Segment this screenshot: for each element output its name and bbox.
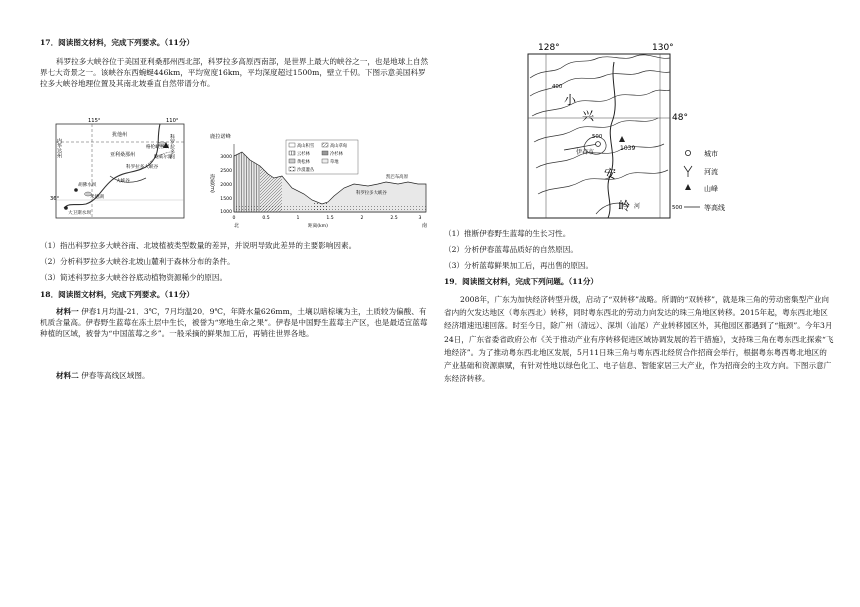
q18-question-3: （3）分析蓝莓鲜果加工后，再出售的原因。: [444, 261, 594, 270]
map-label-utah: 犹他州: [112, 132, 128, 138]
yichun-contour-map: [524, 38, 764, 222]
material-2-text: 伊春等高线区域图。: [81, 371, 150, 380]
q17-question-2: （2）分析科罗拉多大峡谷北坡山麓利于森林分布的条件。: [40, 257, 235, 266]
x-tick-2-5: 2.5: [390, 216, 398, 221]
map-label-colorado-river: 科罗拉多河: [169, 134, 175, 159]
legend-pine: 黄松林: [297, 160, 310, 165]
legend-peak: 山峰: [704, 185, 718, 193]
map2-char-xing: 兴: [582, 109, 595, 123]
map-label-grand-canyon: 科罗拉多大峡谷: [126, 165, 159, 170]
map2-city-label: 伊春市: [576, 149, 595, 156]
map-label-glen-dam: 格伦峡谷坝: [146, 145, 169, 150]
y-tick-2500: 2500: [220, 169, 232, 174]
x-tick-2: 2: [360, 216, 364, 221]
y-tick-1500: 1500: [220, 197, 232, 202]
map-label-lake-powell: 鲍威尔湖: [154, 155, 173, 160]
map-label-hoover-dam: 胡佛水坝: [78, 183, 97, 188]
q17-title: 17．阅读图文材料，完成下列要求。（11分）: [40, 38, 195, 47]
profile-xlabel: 距离(km): [308, 224, 328, 229]
map2-lon-right: 130°: [652, 43, 674, 53]
profile-south: 南: [422, 223, 428, 229]
y-tick-3000: 3000: [220, 155, 232, 160]
material-2-label: 材料二: [56, 371, 79, 380]
y-tick-2000: 2000: [220, 183, 232, 188]
material-1-label: 材料一: [56, 307, 79, 316]
x-tick-3: 3: [418, 216, 422, 221]
profile-north: 北: [234, 223, 240, 229]
map2-lat: 48°: [672, 113, 688, 123]
x-tick-0-5: 0.5: [262, 216, 270, 221]
map2-contour-400: 400: [552, 84, 563, 90]
legend-river: 河流: [704, 168, 718, 176]
map-lat: 36°: [50, 196, 60, 202]
q17-paragraph: 科罗拉多大峡谷位于美国亚利桑那州西北部，科罗拉多高原西南部，是世界上最大的峡谷之一，也是地球上自然界七大奇景之一。该峡谷东西蜿蜒446km，平均宽度16km，平均深度超过1500m，壁立千仞。下图示意美国科罗拉多大峡谷地理位置及其南北坡垂直自然带谱分布。: [40, 57, 429, 88]
material-1-text: 伊春1月均温-21．3℃，7月均温20．9℃，年降水量626mm，土壤以暗棕壤为主，土质较为偏酸、有机质含量高。伊春野生蓝莓在冻土层中生长，被誉为“寒地生命之果”。伊春是中国野生蓝莓主产区，也是最适宜蓝莓种植的区域，被誉为“中国蓝莓之乡”。一般采摘的鲜果加工后，再销往世界各地。: [40, 307, 428, 338]
q17-question-1: （1）指出科罗拉多大峡谷南、北坡植被类型数量的差异，并说明导致此差异的主要影响因素。: [40, 241, 357, 250]
map2-char-xiao: 小: [564, 93, 577, 107]
map-label-canyon: 大峡谷: [116, 179, 130, 184]
legend-grass: 草地: [330, 160, 339, 165]
profile-point-label: 凯巴布高原: [386, 175, 408, 180]
legend-city: 城市: [704, 150, 718, 158]
q18-material-2: [40, 370, 150, 381]
map2-lon-left: 128°: [538, 43, 560, 53]
q17-question-3: （3）简述科罗拉多大峡谷谷底动植物资源稀少的原因。: [40, 273, 228, 282]
canyon-location-map: [50, 118, 190, 222]
map-label-nevada: 内华达州: [56, 138, 62, 158]
x-tick-0: 0: [232, 216, 236, 221]
legend-contour-value: 500: [672, 205, 683, 211]
q18-title: 18．阅读图文材料，完成下列要求。（11分）: [40, 290, 195, 299]
y-tick-1000: 1000: [220, 210, 232, 215]
map2-river-label: 河: [634, 203, 641, 210]
vegetation-profile-chart: [208, 130, 434, 230]
map2-char-an: 安: [604, 167, 617, 181]
legend-contour: 等高线: [704, 204, 725, 212]
q18-material-1: [40, 306, 430, 339]
map-label-davis-dam: 大卫斯水坝: [68, 211, 91, 216]
map-lon-right: 110°: [166, 118, 179, 124]
legend-spruce: 云杉林: [297, 152, 310, 157]
map2-contour-500: 500: [592, 134, 603, 140]
x-tick-1-5: 1.5: [326, 216, 334, 221]
profile-peak-label: 鹿拉诺峰: [210, 134, 231, 140]
map-label-lake-mead: 米德湖: [90, 195, 104, 200]
q18-question-1: （1）推断伊春野生蓝莓的生长习性。: [444, 229, 571, 238]
legend-desert-shrub: 沙漠灌丛: [297, 168, 315, 173]
profile-altitude-label: 海拔(m): [209, 174, 215, 193]
map2-char-ling: 岭: [618, 199, 631, 213]
q19-title: 19．阅读图文材料，完成下列问题。（11分）: [444, 277, 599, 286]
x-tick-1: 1: [296, 216, 300, 221]
map-label-arizona: 亚利桑那州: [110, 152, 136, 158]
legend-snow: 高山积雪: [297, 144, 315, 149]
legend-meadow: 高山草甸: [330, 144, 348, 149]
map-lon-left: 115°: [88, 118, 101, 124]
q19-paragraph: 2008年，广东为加快经济转型升级，启动了“双转移”战略。所谓的“双转移”，就是珠三角的劳动密集型产业向省内的欠发达地区（粤东西北）转移，同时粤东西北的劳动力向发达的珠三角地区转移。2015年起，粤东西北地区经济增速迅速回落。时至今日，除广州（清远）、深圳（汕尾）产业转移园区外，其他园区都遇到了“瓶颈”。今年3月24日，广东省委省政府公布《关于推动产业有序转移促进区域协调发展的若干措施》，支持珠三角在粤东西北探索“飞地经济”。为了推动粤东西北地区发展，5月11日珠三角与粤东西北经贸合作招商会举行，根据粤东粤西粤北地区的产业基础和资源禀赋，有针对性地以绿色化工、电子信息、智能家居三大产业，作为招商会的主攻方向。下图示意广东经济转移。: [444, 295, 834, 384]
profile-river-label: 科罗拉多大峡谷: [356, 191, 387, 196]
map2-peak-value: 1039: [620, 145, 636, 152]
legend-fir: 冷杉林: [330, 152, 343, 157]
q18-question-2: （2）分析伊春蓝莓品质好的自然原因。: [444, 245, 578, 254]
